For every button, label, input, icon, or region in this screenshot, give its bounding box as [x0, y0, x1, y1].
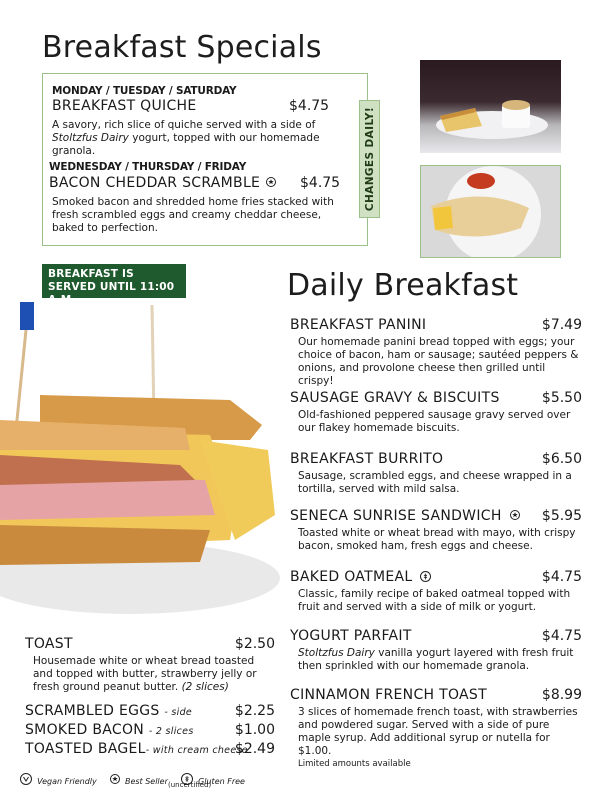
- side-price: $2.50: [234, 636, 275, 652]
- dish-price: $4.75: [541, 628, 582, 644]
- side-name: SMOKED BACON - 2 slices: [25, 722, 194, 738]
- legend-gluten-free: Gluten Free: [198, 777, 245, 786]
- side-desc: Housemade white or wheat bread toasted and topped with butter, strawberry jelly or fresh ground peanut butter. (2 slices): [33, 655, 257, 693]
- dish-name: BREAKFAST PANINI: [290, 317, 427, 333]
- side-price: $2.25: [234, 703, 275, 719]
- side-price: $1.00: [234, 722, 275, 738]
- dish-yogurt-parfait: [290, 628, 582, 673]
- dish-price: $5.50: [541, 390, 582, 406]
- special-desc-1: A savory, rich slice of quiche served with a side of Stoltzfus Dairy yogurt, topped with our homemade granola.: [52, 119, 320, 157]
- legend-gluten-free-note: (uncertified): [168, 781, 212, 789]
- dish-sausage-gravy: [290, 390, 582, 435]
- dish-note: Limited amounts available: [298, 759, 411, 769]
- dish-name: SAUSAGE GRAVY & BISCUITS: [290, 390, 500, 406]
- changes-daily-tab: CHANGES DAILY!: [359, 100, 380, 218]
- side-name: TOAST: [25, 636, 73, 652]
- dish-desc: Classic, family recipe of baked oatmeal topped with fruit and served with a side of milk or yogurt.: [298, 588, 571, 613]
- dish-seneca-sunrise: [290, 508, 582, 553]
- dish-name: BAKED OATMEAL: [290, 569, 582, 585]
- side-scrambled-eggs: [25, 703, 275, 719]
- best-seller-icon: [110, 774, 120, 784]
- daily-title: Daily Breakfast: [287, 268, 519, 303]
- best-seller-icon: [510, 510, 520, 520]
- dish-baked-oatmeal: [290, 569, 582, 614]
- dish-breakfast-panini: [290, 317, 582, 388]
- best-seller-icon: [266, 177, 276, 187]
- legend-best-seller: Best Seller: [124, 777, 168, 786]
- dish-desc: Old-fashioned peppered sausage gravy served over our flakey homemade biscuits.: [298, 409, 571, 434]
- gluten-free-icon: [420, 571, 431, 582]
- special-name-2: BACON CHEDDAR SCRAMBLE: [49, 175, 276, 191]
- specials-title: Breakfast Specials: [42, 30, 322, 65]
- dish-name: YOGURT PARFAIT: [290, 628, 412, 644]
- burrito-photo: [420, 165, 561, 258]
- dish-price: $4.75: [541, 569, 582, 585]
- dish-name: BREAKFAST BURRITO: [290, 451, 444, 467]
- dish-breakfast-burrito: [290, 451, 582, 496]
- sandwich-photo: [0, 300, 282, 625]
- special-price-1: $4.75: [289, 98, 330, 114]
- dish-desc: Toasted white or wheat bread with mayo, with crispy bacon, smoked ham, fresh eggs and cheese.: [298, 527, 576, 552]
- dish-desc: Our homemade panini bread topped with eggs; your choice of bacon, ham or sausage; sautéed peppers & onions, and provolone cheese then grilled until crispy!: [298, 336, 579, 387]
- side-toast: [25, 636, 275, 694]
- special-days-1: MONDAY / TUESDAY / SATURDAY: [52, 85, 237, 97]
- side-smoked-bacon: [25, 722, 275, 738]
- dish-desc: Stoltzfus Dairy vanilla yogurt layered with fresh fruit then sprinkled with our homemade granola.: [298, 647, 574, 672]
- legend-vegan: Vegan Friendly: [37, 777, 97, 786]
- dish-name: SENECA SUNRISE SANDWICH: [290, 508, 582, 524]
- dish-price: $6.50: [541, 451, 582, 467]
- special-desc-2: Smoked bacon and shredded home fries stacked with fresh scrambled eggs and creamy cheddar cheese, baked to perfection.: [52, 196, 334, 234]
- side-name: SCRAMBLED EGGS - side: [25, 703, 193, 719]
- breakfast-served-badge: BREAKFAST IS SERVED UNTIL 11:00 A.M.: [42, 264, 186, 298]
- side-price: $2.49: [234, 741, 275, 757]
- special-price-2: $4.75: [300, 175, 341, 191]
- dish-price: $5.95: [541, 508, 582, 524]
- dish-price: $8.99: [541, 687, 582, 703]
- side-toasted-bagel: [25, 741, 275, 757]
- side-name: TOASTED BAGEL- with cream cheese: [25, 741, 248, 757]
- dish-price: $7.49: [541, 317, 582, 333]
- quiche-photo: [420, 60, 561, 153]
- vegan-icon: [20, 773, 32, 785]
- dish-name: CINNAMON FRENCH TOAST: [290, 687, 487, 703]
- special-name-1: BREAKFAST QUICHE: [52, 98, 197, 114]
- dish-french-toast: [290, 687, 582, 771]
- dish-desc: 3 slices of homemade french toast, with strawberries and powdered sugar. Served with a side of pure maple syrup. Add additional syrup or nutella for $1.00.: [298, 706, 578, 757]
- special-days-2: WEDNESDAY / THURSDAY / FRIDAY: [49, 161, 247, 173]
- dish-desc: Sausage, scrambled eggs, and cheese wrapped in a tortilla, served with mild salsa.: [298, 470, 572, 495]
